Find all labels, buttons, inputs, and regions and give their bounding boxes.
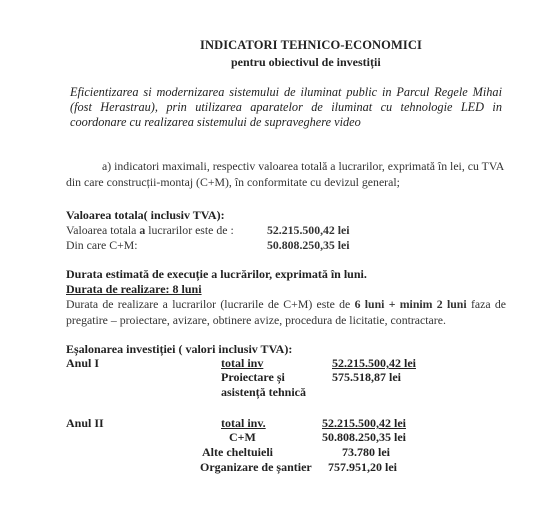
anul-1-proiectare-label-2: asistență tehnică [221,385,306,399]
esalonare-heading: Eșalonarea investiției ( valori inclusiv TVA): [66,342,293,356]
anul-2-organizare-value: 757.951,20 lei [328,460,397,474]
anul-2-cm-value: 50.808.250,35 lei [322,430,406,444]
intro-paragraph [66,159,506,190]
anul-2-alte-label: Alte cheltuieli [202,445,273,459]
anul-2-total-value: 52.215.500,42 lei [322,416,406,430]
valoare-total-value: 52.215.500,42 lei [267,223,350,237]
valoare-cm-value: 50.808.250,35 lei [267,238,350,252]
anul-2-organizare-label: Organizare de șantier [200,460,312,474]
intro-prefix: a) [102,159,112,173]
anul-2-cm-label: C+M [229,430,256,444]
anul-1-label: Anul I [66,356,100,370]
valoare-heading: Valoarea totala( inclusiv TVA): [66,208,225,222]
anul-1-proiectare-label-1: Proiectare și [221,370,285,384]
anul-2-total-label: total inv. [221,416,266,430]
anul-2-label: Anul II [66,416,104,430]
durata-subheading: Durata de realizare: 8 luni [66,282,202,296]
anul-1-proiectare-value: 575.518,87 lei [332,370,401,384]
durata-paragraph: Durata de realizare a lucrarilor (lucrarile de C+M) este de 6 luni + minim 2 luni faza de pregatire – proiectare, avizare, obtinere avize, procedura de licitatie, contractare. [66,297,506,327]
intro-text: indicatori maximali, respectiv valoarea totală a lucrarilor, exprimată în lei, cu TVA din care construcții-montaj (C+M), în conformitate cu devizul general; [66,159,504,189]
valoare-total-label: Valoarea totala a lucrarilor este de : [66,223,234,237]
objective-text: Eficientizarea si modernizarea sistemului de iluminat public in Parcul Regele Mihai (fost Herastrau), prin utilizarea aparatelor de iluminat cu tehnologie LED in coordonare cu realizarea sistemului de supraveghere video [70,85,502,129]
anul-2-alte-value: 73.780 lei [342,445,390,459]
valoare-cm-label: Din care C+M: [66,238,138,252]
anul-1-total-label: total inv [221,356,264,370]
document-title: INDICATORI TEHNICO-ECONOMICI [200,38,422,52]
anul-1-total-value: 52.215.500,42 lei [332,356,416,370]
document-subtitle: pentru obiectivul de investiții [231,55,381,69]
durata-heading: Durata estimată de execuție a lucrărilor, exprimată în luni. [66,267,367,281]
